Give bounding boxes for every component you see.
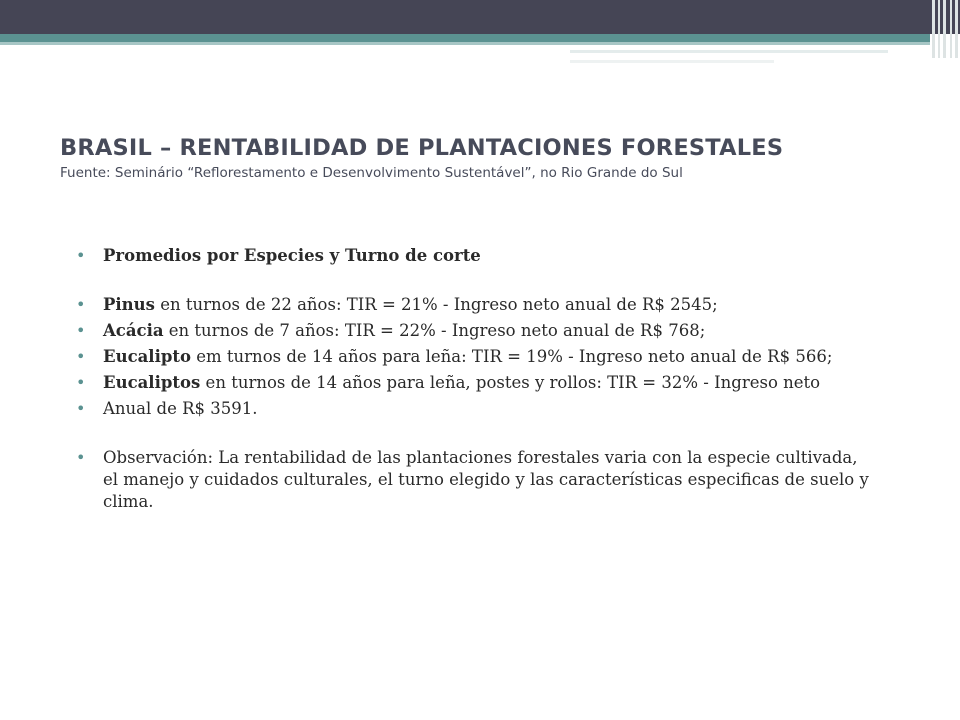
- bullet-text: Observación: La rentabilidad de las plantaciones forestales varia con la especie cultivada, el manejo y cuidados culturales, el turno elegido y las características especificas de suelo y clima.: [103, 448, 869, 511]
- species-name: Eucaliptos: [103, 373, 201, 392]
- bullet-item: [74, 398, 874, 420]
- bullet-text: Anual de R$ 3591.: [103, 399, 258, 418]
- species-name: Pinus: [103, 295, 155, 314]
- bullet-text: en turnos de 7 años: TIR = 22% - Ingreso neto anual de R$ 768;: [163, 321, 706, 340]
- accent-band-light: [0, 42, 930, 45]
- bullet-text: en turnos de 14 años para leña, postes y rollos: TIR = 32% - Ingreso neto: [200, 373, 821, 392]
- bullet-item: [74, 346, 874, 368]
- top-bar: [0, 0, 960, 34]
- species-name: Eucalipto: [103, 347, 192, 366]
- bullet-list: [74, 238, 874, 513]
- decorative-line: [570, 50, 888, 53]
- species-name: Acácia: [103, 321, 164, 340]
- bullet-text: em turnos de 14 años para leña: TIR = 19% - Ingreso neto anual de R$ 566;: [191, 347, 833, 366]
- bullet-text: Promedios por Especies y Turno de corte: [103, 246, 481, 265]
- decorative-line: [570, 60, 774, 63]
- slide-subtitle: Fuente: Seminário “Reflorestamento e Desenvolvimento Sustentável”, no Rio Grande do Sul: [60, 165, 683, 181]
- slide-title: BRASIL – RENTABILIDAD DE PLANTACIONES FORESTALES: [60, 135, 784, 161]
- bullet-item: [74, 320, 874, 342]
- bullet-item: [74, 372, 874, 394]
- bullet-item: [74, 447, 874, 513]
- bullet-item: [74, 294, 874, 316]
- bullet-text: en turnos de 22 años: TIR = 21% - Ingreso neto anual de R$ 2545;: [154, 295, 718, 314]
- decorative-bars: [930, 0, 960, 58]
- accent-band: [0, 34, 930, 42]
- bullet-item: [74, 245, 874, 267]
- slide-title-block: [60, 133, 920, 183]
